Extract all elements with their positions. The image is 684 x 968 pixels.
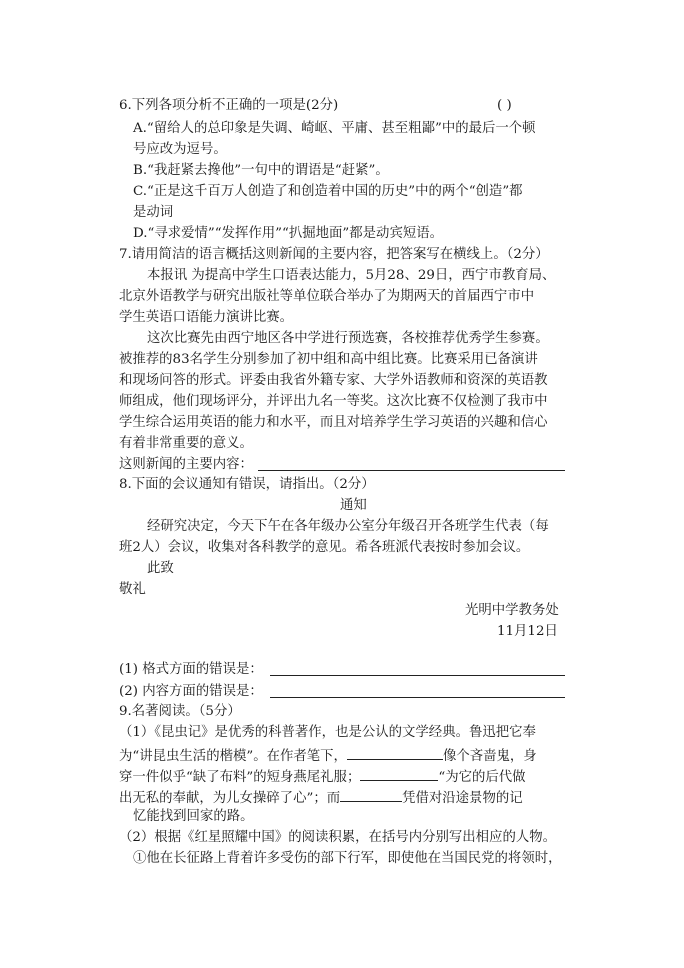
q7-news-p2-line5: 学生综合运用英语的能力和水平，而且对培养学生学习英语的兴趣和信心 [119,415,548,430]
q7-news-p2-line6: 有着非常重要的意义。 [119,436,253,451]
q9-blank-1[interactable] [347,746,443,760]
q8-notice-title: 通知 [340,498,367,513]
q8-notice-cizhi: 此致 [147,561,174,576]
q6-option-c-line1: C.“正是这千百万人创造了和创造着中国的历史”中的两个“创造”都 [133,184,523,199]
q9-part1-line2-text-a: 为“讲昆虫生活的楷模”。在作者笔下， [119,749,347,764]
q7-news-p1-line3: 学生英语口语能力演讲比赛。 [119,310,294,325]
q9-part2-stem: （2）根据《红星照耀中国》的阅读积累，在括号内分别写出相应的人物。 [119,830,557,845]
q8-notice-body-line1: 经研究决定，今天下午在各年级办公室分年级召开各班学生代表（每 [147,519,549,534]
q9-part1-line2 [119,746,537,765]
q7-answer-label: 这则新闻的主要内容： [119,457,253,472]
q9-part1-line2-text-b: 像个吝啬鬼，身 [442,749,537,764]
q8-notice-sender: 光明中学教务处 [465,603,559,618]
q6-option-d: D.“寻求爱情”“发挥作用”“扒掘地面”都是动宾短语。 [133,226,444,241]
q9-blank-3[interactable] [340,788,402,802]
q6-option-a-line2: 号应改为逗号。 [133,142,227,157]
q7-news-p2-line3: 和现场问答的形式。评委由我省外籍专家、大学外语教师和资深的英语教 [119,373,548,388]
q8-notice-date: 11月12日 [497,624,558,639]
q8-format-error-label: (1) 格式方面的错误是： [119,662,263,677]
q7-news-p1-line1: 本报讯 为提高中学生口语表达能力，5月28、29日，西宁市教育局、 [147,268,556,283]
q7-news-p2-line2: 被推荐的83名学生分别参加了初中组和高中组比赛。比赛采用已备演讲 [119,352,538,367]
q9-stem: 9.名著阅读。（5分） [119,704,241,719]
q7-news-p2-line4: 师组成，他们现场评分，并评出九名一等奖。这次比赛不仅检测了我市中 [119,394,548,409]
q8-notice-jingli: 敬礼 [119,582,146,597]
q9-part1-line3-text-b: “为它的后代做 [438,770,526,785]
q6-option-c-line2: 是动词 [133,205,174,220]
q8-content-error-line[interactable] [270,697,565,698]
q9-part1-line4-text-b: 凭借对沿途景物的记 [402,791,523,806]
q9-part2-item1: ①他在长征路上背着许多受伤的部下行军，即使他在当国民党的将领时， [133,851,562,866]
q9-part1-line4-text-a: 出无私的奉献，为儿女操碎了心”；而 [119,791,341,806]
q7-stem: 7.请用简洁的语言概括这则新闻的主要内容，把答案写在横线上。（2分） [119,247,549,262]
q9-part1-line3 [119,767,526,786]
q6-option-a-line1: A.“留给人的总印象是失调、崎岖、平庸、甚至粗鄙”中的最后一个顿 [133,121,536,136]
q9-part1-line5: 忆能找到回家的路。 [133,809,254,824]
q6-stem: 6.下列各项分析不正确的一项是(2分) [119,98,339,113]
q8-content-error-label: (2) 内容方面的错误是： [119,684,263,699]
q9-part1-line1: （1）《昆虫记》是优秀的科普著作，也是公认的文学经典。鲁迅把它奉 [119,725,536,740]
q7-news-p2-line1: 这次比赛先由西宁地区各中学进行预选赛，各校推荐优秀学生参赛。 [147,331,549,346]
q8-format-error-line[interactable] [270,675,565,676]
q8-notice-body-line2: 班2人）会议，收集对各科教学的意见。希各班派代表按时参加会议。 [119,540,530,555]
q7-news-p1-line2: 北京外语教学与研究出版社等单位联合举办了为期两天的首届西宁市中 [119,289,535,304]
q9-part1-line3-text-a: 穿一件似乎“缺了布料”的短身燕尾礼服； [119,770,361,785]
q9-part1-line4 [119,788,523,807]
q6-answer-paren: ( ) [497,98,512,113]
q7-answer-line[interactable] [258,470,565,471]
q8-stem: 8.下面的会议通知有错误，请指出。（2分） [119,477,375,492]
q6-option-b: B.“我赶紧去搀他”一句中的谓语是“赶紧”。 [133,163,389,178]
q9-blank-2[interactable] [360,767,438,781]
